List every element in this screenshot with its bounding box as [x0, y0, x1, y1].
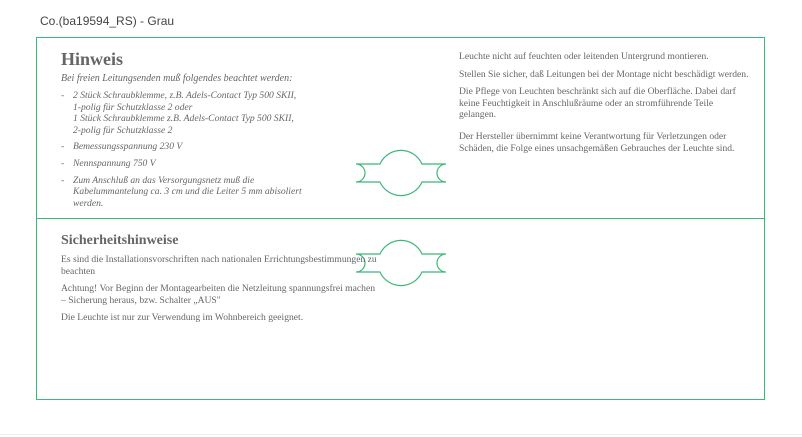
list-item [61, 141, 361, 153]
document-title: Co.(ba19594_RS) - Grau [40, 14, 175, 28]
paragraph: Die Pflege von Leuchten beschränkt sich auf die Oberfläche. Dabei darf keine Feuchtigkeit in Anschlußräume oder an stromführende Teile gelangen. [459, 86, 736, 121]
paragraph: Achtung! Vor Beginn der Montagearbeiten die Netzleitung spannungsfrei machen – Sicherung heraus, bzw. Schalter „AUS" [61, 283, 376, 306]
list-item [61, 158, 361, 170]
hinweis-right-column [459, 51, 749, 160]
hinweis-intro: Bei freien Leitungsenden muß folgendes beachtet werden: [61, 73, 293, 84]
list-line: - Zum Anschluß an das Versorgungsnetz muß die [73, 174, 255, 186]
paragraph: Stellen Sie sicher, daß Leitungen bei der Montage nicht beschädigt werden. [459, 68, 749, 80]
list-line: 2-polig für Schutzklasse 2 [73, 124, 173, 136]
hinweis-list [61, 90, 361, 214]
section-divider [36, 218, 765, 219]
list-line: Kabelummantelung ca. 3 cm und die Leiter 5 mm abisoliert [73, 186, 302, 198]
sicherheit-heading: Sicherheitshinweise [61, 233, 179, 248]
list-line: 1 Stück Schraubklemme z.B. Adels-Contact Typ 500 SKII, [73, 113, 294, 125]
list-line: - Nennspannung 750 V [73, 157, 156, 169]
paragraph: Die Leuchte ist nur zur Verwendung im Wohnbereich geeignet. [61, 312, 304, 324]
paragraph: Leuchte nicht auf feuchten oder leitenden Untergrund montieren. [459, 51, 709, 62]
list-line: 1-polig für Schutzklasse 2 oder [73, 101, 193, 113]
list-line: - 2 Stück Schraubklemme, z.B. Adels-Contact Typ 500 SKII, [73, 90, 297, 101]
paragraph: Der Hersteller übernimmt keine Verantwortung für Verletzungen oder Schäden, die Folge eines unsachgemäßen Gebrauches der Leuchte sind. [459, 130, 735, 154]
paragraph: Es sind die Installationsvorschriften nach nationalen Errichtungsbestimmungen zu beachten [61, 254, 377, 277]
list-item [61, 175, 361, 210]
list-item [61, 90, 361, 136]
list-line: werden. [73, 197, 104, 209]
sicherheit-text [61, 254, 381, 330]
list-line: - Bemessungsspannung 230 V [73, 141, 183, 153]
luminaire-symbol-icon [355, 149, 447, 197]
page-edge [0, 434, 802, 435]
hinweis-heading: Hinweis [61, 49, 124, 69]
